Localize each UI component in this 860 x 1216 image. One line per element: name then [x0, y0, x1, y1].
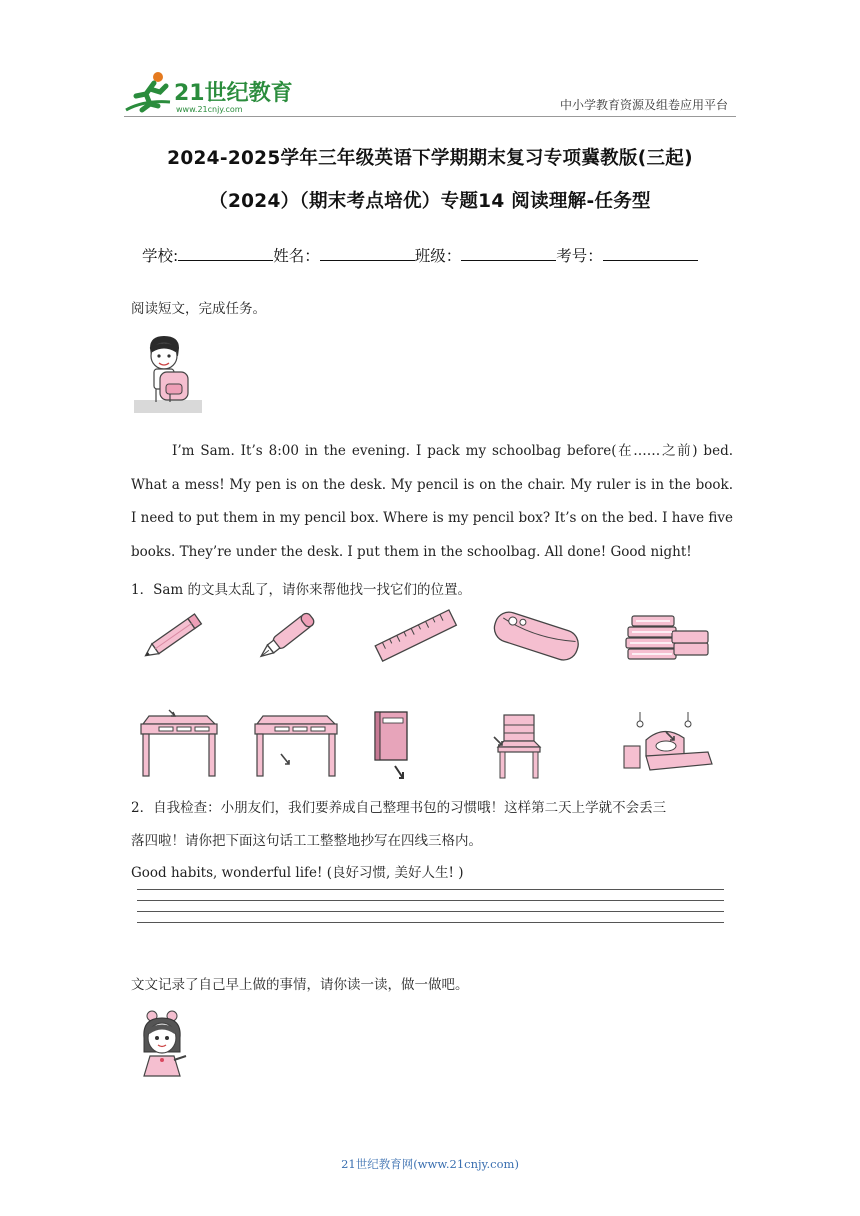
- bed-on-icon[interactable]: [622, 712, 714, 776]
- book-in-icon[interactable]: [371, 708, 415, 784]
- copy-sentence: Good habits, wonderful life! (良好习惯, 美好人生! ): [131, 865, 464, 881]
- chair-on-icon[interactable]: [490, 711, 548, 781]
- page-title-line1: 2024-2025学年三年级英语下学期期末复习专项冀教版(三起): [167, 148, 693, 169]
- desk-on-icon[interactable]: [137, 710, 221, 780]
- boy-with-schoolbag-image: [134, 334, 204, 416]
- header-divider: [124, 116, 736, 117]
- svg-text:www.21cnjy.com: www.21cnjy.com: [176, 105, 243, 114]
- exam-number-label: 考号：: [556, 247, 603, 265]
- writing-line-4[interactable]: [137, 922, 724, 923]
- question-2-line1: 2．自我检查：小朋友们，我们要养成自己整理书包的习惯哦！这样第二天上学就不会丢三: [131, 800, 667, 816]
- name-blank[interactable]: [320, 246, 415, 261]
- reading-passage: [131, 435, 733, 569]
- writing-line-1[interactable]: [137, 889, 724, 890]
- writing-line-2[interactable]: [137, 900, 724, 901]
- class-label: 班级：: [414, 247, 462, 265]
- exam-number-blank[interactable]: [603, 246, 698, 261]
- runner-icon: [126, 72, 170, 110]
- pen-icon[interactable]: [252, 606, 328, 664]
- page-title-line2: （2024）（期末考点培优）专题14 阅读理解-任务型: [209, 191, 651, 212]
- question-2-line2: 落四啦！请你把下面这句话工工整整地抄写在四线三格内。: [131, 833, 482, 849]
- site-logo: [124, 70, 293, 116]
- student-info: [142, 244, 698, 266]
- school-label: 学校:: [142, 247, 179, 265]
- name-label: 姓名：: [273, 247, 320, 265]
- school-blank[interactable]: [178, 246, 273, 261]
- books-icon[interactable]: [624, 607, 712, 665]
- passage-text: I’m Sam. It’s 8:00 in the evening. I pack my schoolbag before(在……之前) bed. What a mess! My pen is on the desk. My pencil is on the chair. My ruler is in the book. I need to put them in my pencil box. Where is my pencil box? It’s on the bed. I have five books. They’re under the desk. I put them in the schoolbag. All done! Good night!: [131, 443, 733, 560]
- question-1: 1．Sam 的文具太乱了，请你来帮他找一找它们的位置。: [131, 582, 471, 598]
- pencil-icon[interactable]: [139, 609, 211, 661]
- desk-under-icon[interactable]: [251, 710, 341, 780]
- svg-text:21世纪教育: 21世纪教育: [174, 81, 293, 106]
- page-footer: 21世纪教育网(www.21cnjy.com): [341, 1157, 519, 1171]
- ruler-icon[interactable]: [373, 608, 459, 664]
- pencil-box-icon[interactable]: [489, 607, 584, 667]
- writing-line-3[interactable]: [137, 911, 724, 912]
- section2-instruction: 文文记录了自己早上做的事情，请你读一读，做一做吧。: [131, 977, 469, 993]
- class-blank[interactable]: [461, 246, 556, 261]
- platform-name: 中小学教育资源及组卷应用平台: [559, 98, 728, 112]
- girl-image: [136, 1008, 194, 1078]
- section1-instruction: 阅读短文，完成任务。: [131, 301, 266, 317]
